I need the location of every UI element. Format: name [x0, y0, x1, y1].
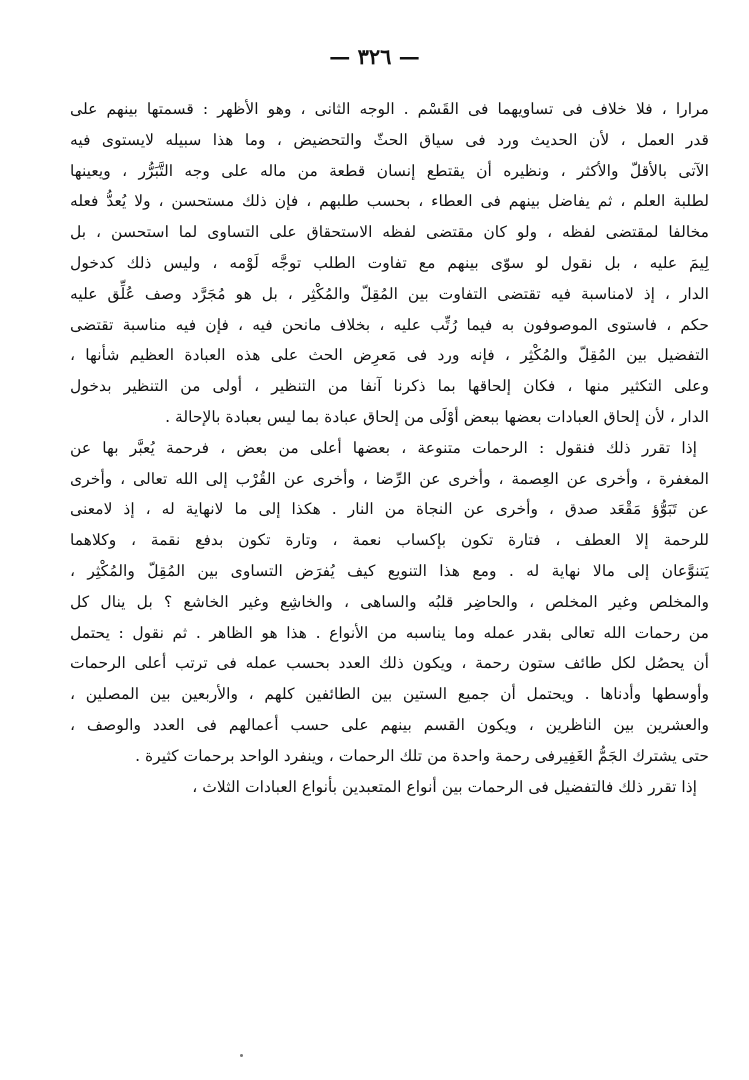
text-line: المغفرة ، وأخرى عن العِصمة ، وأخرى عن الرِّضا ، وأخرى عن القُرْب إلى الله تعالى ، وأخرى [70, 469, 709, 488]
text-line: عن تَبَوُّؤ مَقْعَد صدق ، وأخرى عن النجاة من النار . هكذا إلى ما لانهاية له ، إذ لامعنى [70, 500, 709, 519]
text-line: والعشرين بين الناظرين ، ويكون القسم بينهم على حسب أعمالهم فى العدد والوصف ، [70, 715, 709, 734]
text-line: مرارا ، فلا خلاف فى تساويهما فى القَسْم . الوجه الثانى ، وهو الأظهر : قسمتها بينهم على [70, 100, 709, 118]
text-line: من رحمات الله تعالى بقدر عمله وما يناسبه من الأنواع . هذا هو الظاهر . ثم نقول : يحتمل [70, 623, 709, 642]
text-line: الدار ، إذ لامناسبة فيه تقتضى التفاوت بين المُقِلّ والمُكْثِر ، بل هو مُجَرَّد وصف عُلِّق عليه [70, 284, 709, 303]
text-line: مخالفا لمقتضى لفظه ، ولو كان مقتضى لفظه الاستحقاق على التساوى لما استحسن ، بل [70, 223, 709, 242]
page-number: — ٣٢٦ — [329, 44, 420, 69]
text-line: وعلى التكثير منها ، فكان إلحاقها بما ذكرنا آنفا من التنظير ، أولى من التنظير بدخول [70, 377, 709, 396]
text-line: التفضيل بين المُقِلّ والمُكْثِر ، فإنه ورد فى مَعرِض الحث على هذه العبادة العظيم شأنها ، [70, 346, 709, 365]
text-line: أن يحصُل لكل طائف ستون رحمة ، ويكون ذلك العدد بحسب عمله فى ترتب أعلى الرحمات [70, 654, 709, 673]
print-speck [240, 1054, 243, 1057]
text-line: الآتى بالأقلّ والأكثر ، ونظيره أن يقتطع إنسان قطعة من ماله على وجه التَّبَرُّر ، ويعينها [70, 161, 709, 180]
text-line: والمخلص وغير المخلص ، والحاضِر قلبُه والساهى ، والخاشِع وغير الخاشع ؟ بل ينال كل [70, 592, 709, 611]
text-line: يَتنوَّعان إلى مالا نهاية له . ومع هذا التنويع كيف يُفرَض التساوى بين المُقِلّ والمُكْثِر ، [70, 561, 709, 580]
body-text [70, 94, 709, 802]
text-line: قدر العمل ، لأن الحديث ورد فى سياق الحثّ والتحضيض ، وما هذا سبيله لايستوى فيه [70, 130, 709, 149]
text-line: لِيمَ عليه ، بل نقول لو سوّى بينهم مع تفاوت الطلب توجَّه لَوْمه ، وليس ذلك كدخول [70, 253, 709, 272]
text-line: حكم ، فاستوى الموصوفون به فيما رُتِّب عليه ، بخلاف مانحن فيه ، فإن فيه مناسبة تقتضى [70, 315, 709, 334]
paragraph-start-line: إذا تقرر ذلك فالتفضيل فى الرحمات بين أنواع المتعبدين بأنواع العبادات الثلاث ، [192, 777, 697, 796]
text-line: وأوسطها وأدناها . ويحتمل أن جميع الستين بين الطائفين كلهم ، والأربعين بين المصلين ، [70, 685, 709, 704]
text-line: حتى يشترك الجَمُّ الغَفِيرفى رحمة واحدة من تلك الرحمات ، وينفرد الواحد برحمات كثيرة . [135, 746, 709, 765]
paragraph-start-line: إذا تقرر ذلك فنقول : الرحمات متنوعة ، بعضها أعلى من بعض ، فرحمة يُعبَّر بها عن [70, 438, 697, 457]
text-line: للرحمة إلا العطف ، فتارة تكون بإكساب نعمة ، وتارة تكون بدفع نقمة ، وكلاهما [70, 531, 709, 550]
text-line: الدار ، لأن إلحاق العبادات بعضها ببعض أوْلَى من إلحاق عبادة بما ليس بعبادة بالإحالة . [165, 407, 709, 426]
text-line: لطلبة العلم ، ثم يفاضل بينهم فى العطاء ، بحسب طلبهم ، فإن ذلك مستحسن ، ولا يُعدُّ فعله [70, 192, 709, 211]
